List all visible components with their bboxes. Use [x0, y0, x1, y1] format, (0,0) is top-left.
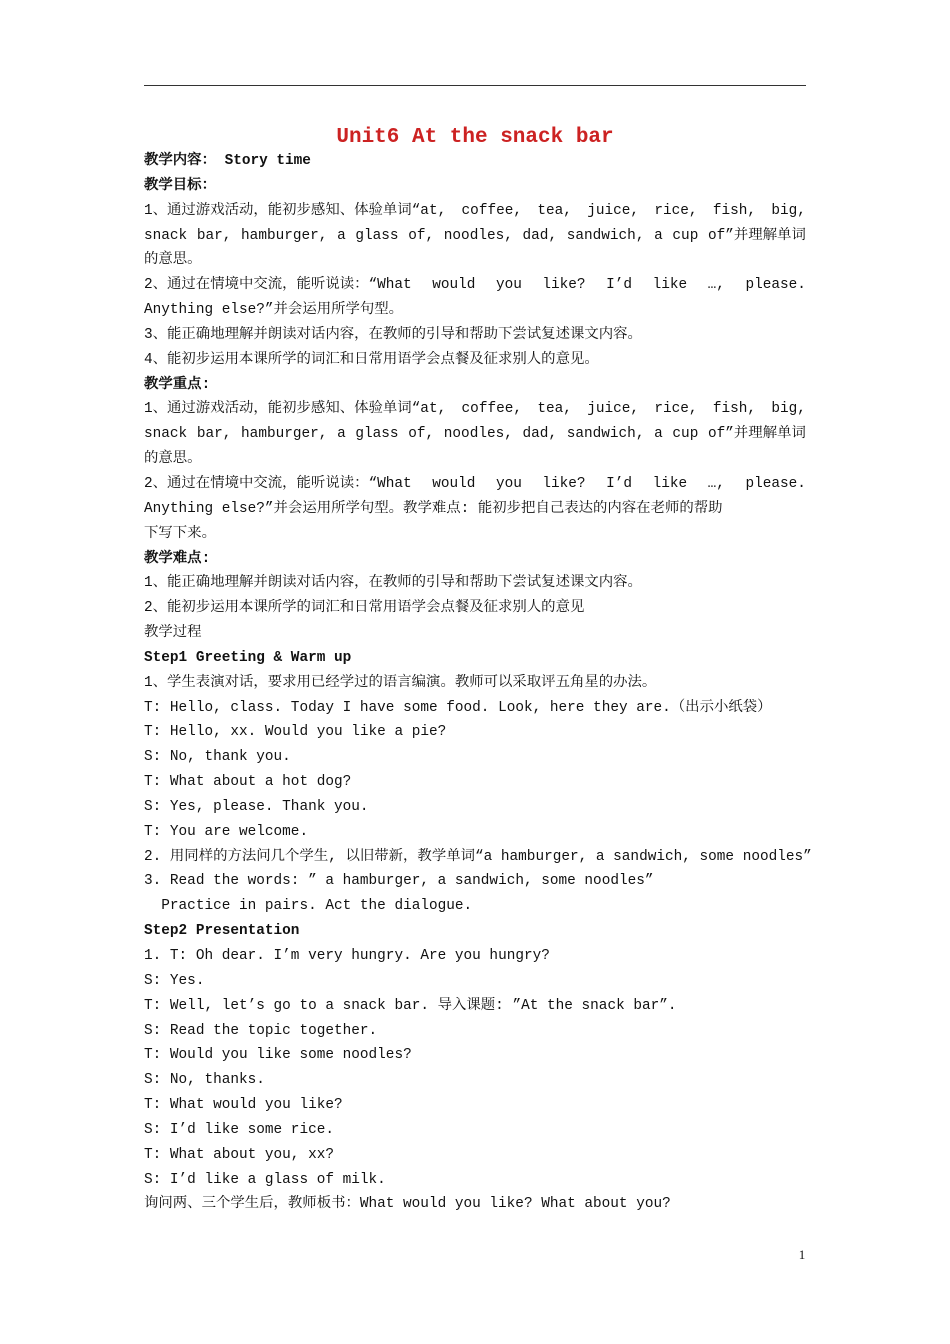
section-heading: 教学重点:: [144, 376, 211, 393]
document-body: [144, 149, 944, 1217]
text-line: T: You are welcome.: [144, 823, 309, 840]
text-line: S: Yes, please. Thank you.: [144, 798, 369, 815]
section-heading: Step1 Greeting & Warm up: [144, 649, 352, 666]
text-line: 3、能正确地理解并朗读对话内容，在教师的引导和帮助下尝试复述课文内容。: [144, 326, 642, 343]
text-line: 1、通过游戏活动，能初步感知、体验单词“at, coffee, tea, juice, rice, fish, big,: [144, 401, 806, 418]
text-line: 的意思。: [144, 252, 202, 269]
text-line: Anything else?”并会运用所学句型。教学难点: 能初步把自己表达的内容在老师的帮助: [144, 500, 723, 517]
text-line: S: No, thank you.: [144, 749, 291, 766]
text-line: Practice in pairs. Act the dialogue.: [144, 898, 473, 915]
text-line: 2、通过在情境中交流，能听说读：“What would you like? I’d like …, please.: [144, 475, 806, 492]
text-line: 下写下来。: [144, 525, 216, 542]
text-line: T: What would you like?: [144, 1097, 343, 1114]
text-line: T: Would you like some noodles?: [144, 1047, 412, 1064]
section-heading: 教学目标：: [144, 177, 216, 194]
text-line: 2. 用同样的方法问几个学生, 以旧带新，教学单词“a hamburger, a sandwich, some noodles”: [144, 848, 812, 865]
section-heading: 教学难点:: [144, 550, 211, 567]
text-line: 教学过程: [144, 625, 202, 642]
page-number: 1: [798, 1247, 806, 1262]
text-line: 2、通过在情境中交流，能听说读：“What would you like? I’d like …, please.: [144, 277, 806, 294]
text-line: 3. Read the words: ” a hamburger, a sandwich, some noodles”: [144, 873, 654, 890]
text-line: snack bar, hamburger, a glass of, noodles, dad, sandwich, a cup of”并理解单词: [144, 426, 806, 443]
section-heading: 教学内容： Story time: [144, 153, 311, 169]
section-heading: Step2 Presentation: [144, 923, 300, 940]
text-line: 询问两、三个学生后，教师板书：What would you like? What about you?: [144, 1196, 671, 1213]
text-line: S: No, thanks.: [144, 1072, 265, 1089]
text-line: 2、能初步运用本课所学的词汇和日常用语学会点餐及征求别人的意见: [144, 600, 585, 617]
text-line: 的意思。: [144, 451, 202, 468]
text-line: 1. T: Oh dear. I’m very hungry. Are you hungry?: [144, 948, 550, 964]
text-line: T: Hello, class. Today I have some food. Look, here they are.（出示小纸袋）: [144, 699, 772, 716]
text-line: 4、能初步运用本课所学的词汇和日常用语学会点餐及征求别人的意见。: [144, 351, 599, 368]
text-line: S: I’d like a glass of milk.: [144, 1171, 386, 1188]
text-line: T: What about you, xx?: [144, 1146, 334, 1163]
text-line: S: I’d like some rice.: [144, 1121, 334, 1138]
text-line: 1、学生表演对话，要求用已经学过的语言编演。教师可以采取评五角星的办法。: [144, 674, 657, 691]
text-line: 1、通过游戏活动，能初步感知、体验单词“at, coffee, tea, juice, rice, fish, big,: [144, 202, 806, 219]
text-line: Anything else?”并会运用所学句型。: [144, 302, 404, 319]
document-title: Unit6 At the snack bar: [336, 126, 614, 149]
text-line: 1、能正确地理解并朗读对话内容，在教师的引导和帮助下尝试复述课文内容。: [144, 575, 642, 592]
text-line: snack bar, hamburger, a glass of, noodles, dad, sandwich, a cup of”并理解单词: [144, 227, 806, 244]
text-line: T: Well, let’s go to a snack bar. 导入课题: ”At the snack bar”.: [144, 997, 677, 1014]
text-line: T: What about a hot dog?: [144, 774, 352, 791]
header-rule: [144, 85, 806, 86]
text-line: S: Yes.: [144, 972, 205, 989]
text-line: S: Read the topic together.: [144, 1022, 378, 1039]
text-line: T: Hello, xx. Would you like a pie?: [144, 724, 447, 741]
